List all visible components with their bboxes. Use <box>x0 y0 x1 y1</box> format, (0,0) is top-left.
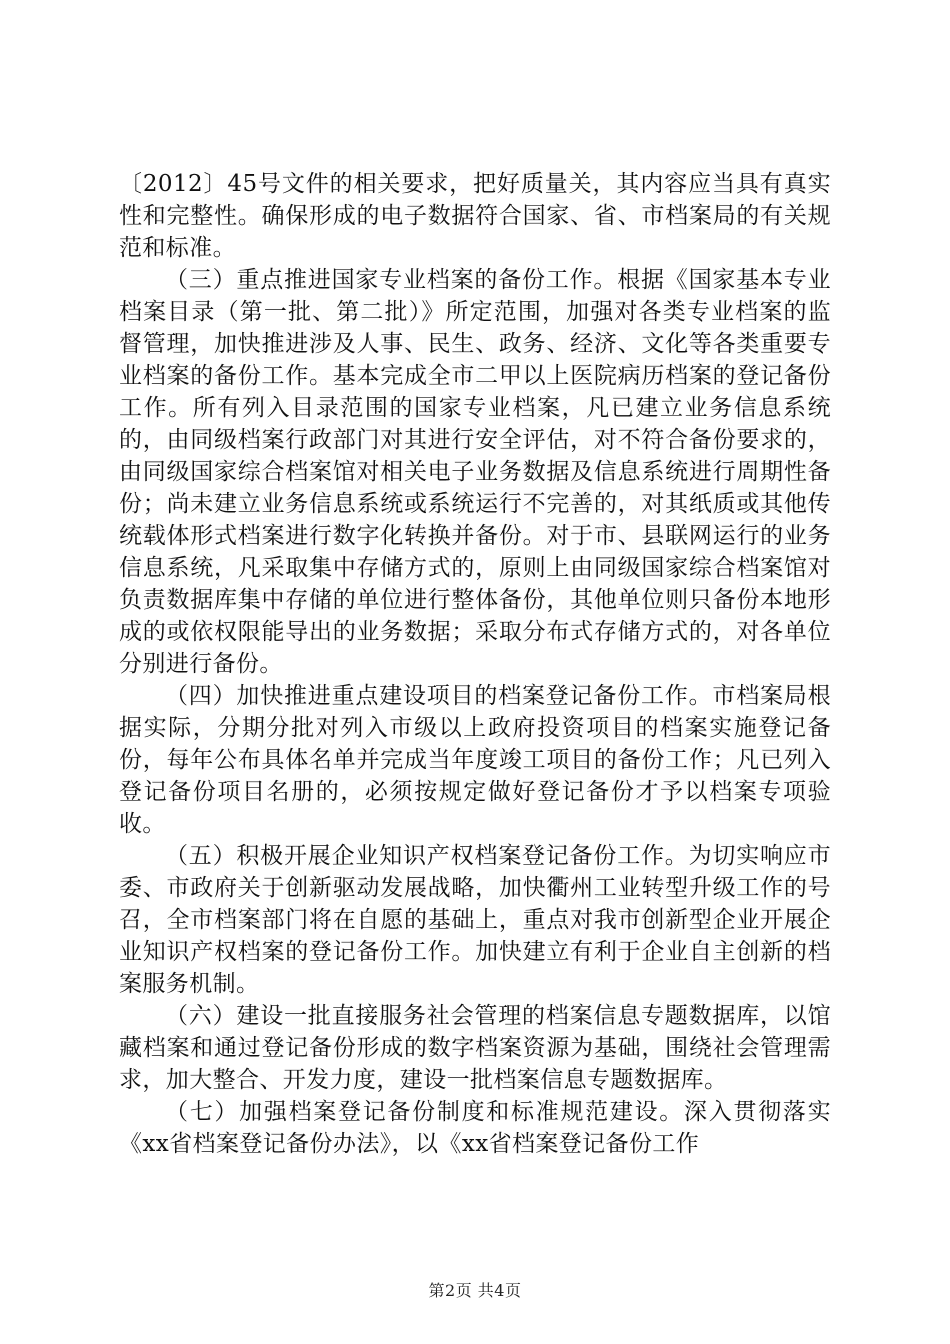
document-body <box>119 168 831 1160</box>
paragraph-4: （五）积极开展企业知识产权档案登记备份工作。为切实响应市委、市政府关于创新驱动发展战略，加快衢州工业转型升级工作的号召，全市档案部门将在自愿的基础上，重点对我市创新型企业开展企业知识产权档案的登记备份工作。加快建立有利于企业自主创新的档案服务机制。 <box>119 843 831 997</box>
paragraph-3: （四）加快推进重点建设项目的档案登记备份工作。市档案局根据实际，分期分批对列入市级以上政府投资项目的档案实施登记备份，每年公布具体名单并完成当年度竣工项目的备份工作；凡已列入登记备份项目名册的，必须按规定做好登记备份才予以档案专项验收。 <box>119 683 831 837</box>
paragraph-6: （七）加强档案登记备份制度和标准规范建设。深入贯彻落实《xx省档案登记备份办法》，以《xx省档案登记备份工作 <box>119 1099 831 1157</box>
page-footer <box>0 1278 950 1301</box>
paragraph-2: （三）重点推进国家专业档案的备份工作。根据《国家基本专业档案目录（第一批、第二批）》所定范围，加强对各类专业档案的监督管理，加快推进涉及人事、民生、政务、经济、文化等各类重要专业档案的备份工作。基本完成全市二甲以上医院病历档案的登记备份工作。所有列入目录范围的国家专业档案，凡已建立业务信息系统的，由同级档案行政部门对其进行安全评估，对不符合备份要求的，由同级国家综合档案馆对相关电子业务数据及信息系统进行周期性备份；尚未建立业务信息系统或系统运行不完善的，对其纸质或其他传统载体形式档案进行数字化转换并备份。对于市、县联网运行的业务信息系统，凡采取集中存储方式的，原则上由同级国家综合档案馆对负责数据库集中存储的单位进行整体备份，其他单位则只备份本地形成的或依权限能导出的业务数据；采取分布式存储方式的，对各单位分别进行备份。 <box>119 267 831 677</box>
paragraph-1: 〔2012〕45号文件的相关要求，把好质量关，其内容应当具有真实性和完整性。确保形成的电子数据符合国家、省、市档案局的有关规范和标准。 <box>119 171 831 261</box>
paragraph-5: （六）建设一批直接服务社会管理的档案信息专题数据库，以馆藏档案和通过登记备份形成的数字档案资源为基础，围绕社会管理需求，加大整合、开发力度，建设一批档案信息专题数据库。 <box>119 1003 831 1093</box>
page-number-label: 第2页 共4页 <box>428 1281 522 1300</box>
